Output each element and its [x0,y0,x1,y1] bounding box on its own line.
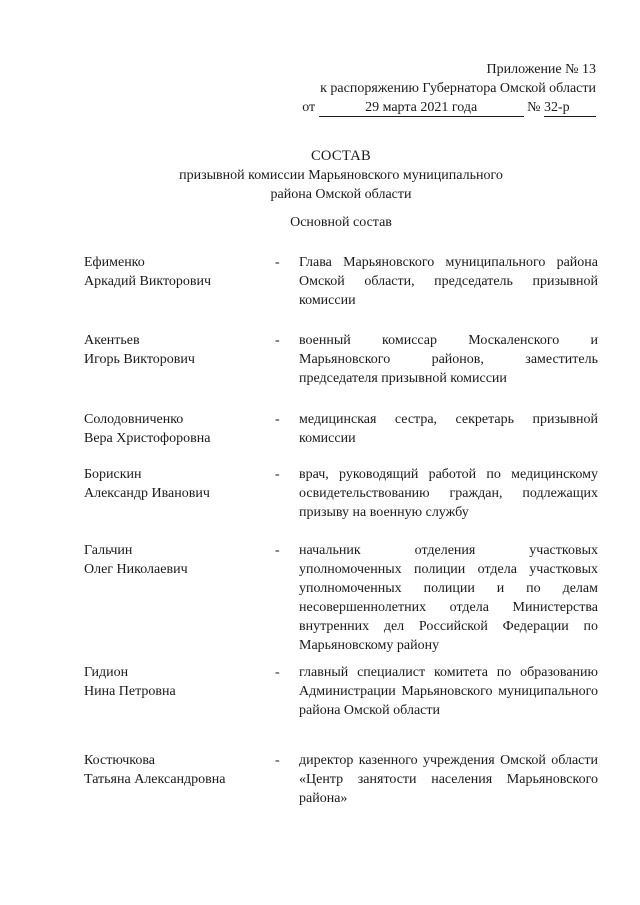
appendix-number: Приложение № 13 [486,62,596,77]
member-given-name: Александр Иванович [84,486,210,501]
member-name [84,410,269,448]
member-surname: Костючкова [84,753,156,768]
dash-separator: - [275,543,280,558]
order-date: 29 марта 2021 года [319,100,524,117]
member-row [84,751,598,817]
number-prefix: № [527,100,541,115]
member-given-name: Олег Николаевич [84,562,188,577]
member-given-name: Нина Петровна [84,684,176,699]
title-line-1: призывной комиссии Марьяновского муниципального [179,168,503,183]
section-heading: Основной состав [290,215,392,230]
member-list [84,253,598,817]
member-surname: Гальчин [84,543,133,558]
member-role: медицинская сестра, секретарь призывной комиссии [299,412,598,446]
member-row [84,253,598,319]
member-row [84,410,598,452]
member-given-name: Аркадий Викторович [84,274,212,289]
member-row [84,465,598,531]
member-role: врач, руководящий работой по медицинскому освидетельствованию граждан, подлежащих призыву на военную службу [299,467,598,520]
member-surname: Борискин [84,467,142,482]
dash-separator: - [275,412,280,427]
member-given-name: Игорь Викторович [84,352,195,367]
document-title [0,147,640,204]
dash-separator: - [275,467,280,482]
dash-separator: - [275,333,280,348]
appendix-header [302,60,596,117]
member-row [84,331,598,397]
member-given-name: Вера Христофоровна [84,431,211,446]
member-role: начальник отделения участковых уполномоченных полиции отдела участковых уполномоченных полиции и по делам несовершеннолетних отдела Министерства внутренних дел Российской Федерации по Марьяновскому району [299,543,598,653]
member-row [84,663,598,739]
dash-separator: - [275,665,280,680]
title-line-2: района Омской области [270,187,412,202]
member-surname: Солодовниченко [84,412,184,427]
member-role: военный комиссар Москаленского и Марьяновского районов, заместитель председателя призывной комиссии [299,333,598,386]
member-given-name: Татьяна Александровна [84,772,226,787]
member-surname: Акентьев [84,333,140,348]
member-name [84,331,269,369]
order-number: 32-р [544,100,596,117]
dash-separator: - [275,753,280,768]
dash-separator: - [275,255,280,270]
order-reference: к распоряжению Губернатора Омской области [320,81,596,96]
date-prefix: от [302,100,316,115]
member-name [84,465,269,503]
member-role: главный специалист комитета по образованию Администрации Марьяновского муниципального района Омской области [299,665,598,718]
member-role: Глава Марьяновского муниципального района Омской области, председатель призывной комиссии [299,255,598,308]
member-name [84,253,269,291]
member-row [84,541,598,651]
member-surname: Ефименко [84,255,145,270]
member-role: директор казенного учреждения Омской области «Центр занятости населения Марьяновского района» [299,753,598,806]
title-main: СОСТАВ [310,148,372,164]
order-date-line [302,98,596,117]
member-name [84,751,269,789]
member-surname: Гидион [84,665,129,680]
member-name [84,663,269,701]
member-name [84,541,269,579]
